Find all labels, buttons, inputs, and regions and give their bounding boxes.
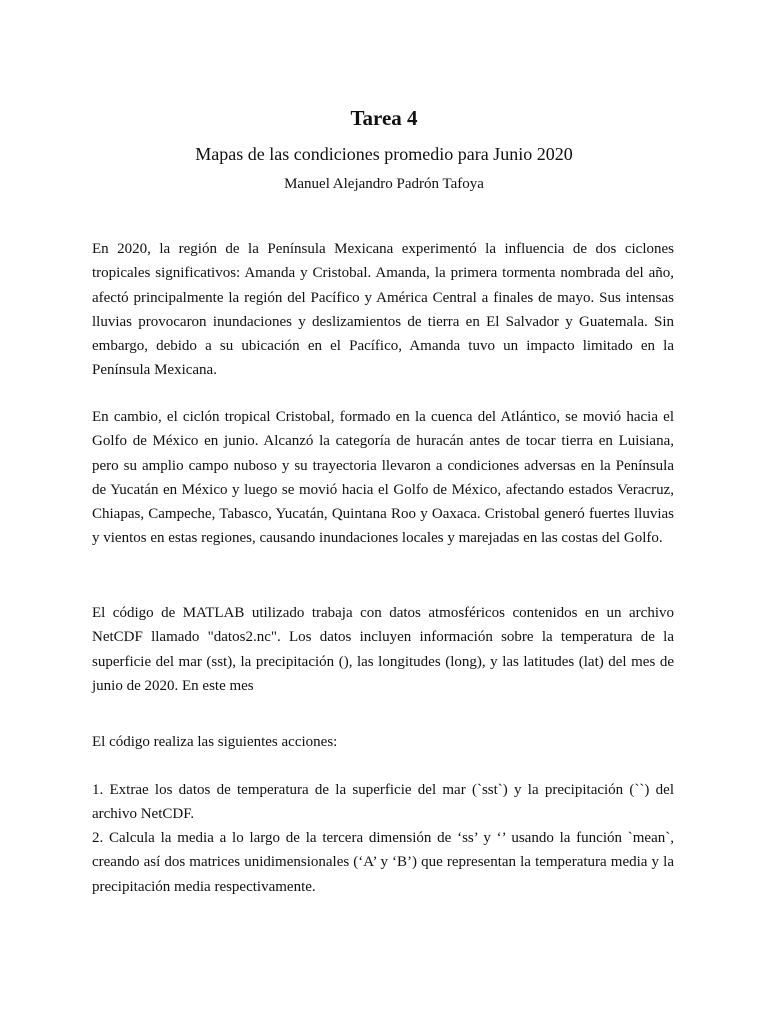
paragraph-text: 1. Extrae los datos de temperatura de la superficie del mar (`sst`) y la precipitación (``) del archivo NetCDF. <box>92 782 674 823</box>
paragraph-text: El código de MATLAB utilizado trabaja con datos atmosféricos contenidos en un archivo NetCDF llamado "datos2.nc". Los datos incluyen información sobre la temperatura de la superficie del mar (sst), la precipitación (), las longitudes (long), y las latitudes (lat) del mes de junio de 2020. En este mes <box>92 605 674 694</box>
document-subtitle: Mapas de las condiciones promedio para Junio 2020 <box>195 144 573 164</box>
paragraph-text: En 2020, la región de la Península Mexicana experimentó la influencia de dos ciclones tropicales significativos: Amanda y Cristobal. Amanda, la primera tormenta nombrada del año, afectó principalmente la región del Pacífico y América Central a finales de mayo. Sus intensas lluvias provocaron inundaciones y deslizamientos de tierra en El Salvador y Guatemala. Sin embargo, debido a su ubicación en el Pacífico, Amanda tuvo un impacto limitado en la Península Mexicana. <box>92 241 674 379</box>
paragraph-text: 2. Calcula la media a lo largo de la tercera dimensión de ‘ss’ y ‘’ usando la función `mean`, creando así dos matrices unidimensionales (‘A’ y ‘B’) que representan la temperatura media y la precipitación media respectivamente. <box>92 830 674 895</box>
paragraph-text: El código realiza las siguientes acciones: <box>92 734 338 750</box>
list-item-step-1 <box>92 778 674 827</box>
paragraph-matlab-code <box>92 601 674 698</box>
list-item-step-2 <box>92 826 674 899</box>
paragraph-actions-heading <box>92 730 674 754</box>
paragraph-cyclones-intro <box>92 237 674 383</box>
paragraph-cristobal <box>92 405 674 551</box>
document-title: Tarea 4 <box>350 106 418 130</box>
document-author: Manuel Alejandro Padrón Tafoya <box>284 176 484 192</box>
paragraph-text: En cambio, el ciclón tropical Cristobal, formado en la cuenca del Atlántico, se movió hacia el Golfo de México en junio. Alcanzó la categoría de huracán antes de tocar tierra en Luisiana, pero su amplio campo nuboso y su trayectoria llevaron a condiciones adversas en la Península de Yucatán en México y luego se movió hacia el Golfo de México, afectando estados Veracruz, Chiapas, Campeche, Tabasco, Yucatán, Quintana Roo y Oaxaca. Cristobal generó fuertes lluvias y vientos en estas regiones, causando inundaciones locales y marejadas en las costas del Golfo. <box>92 409 674 547</box>
